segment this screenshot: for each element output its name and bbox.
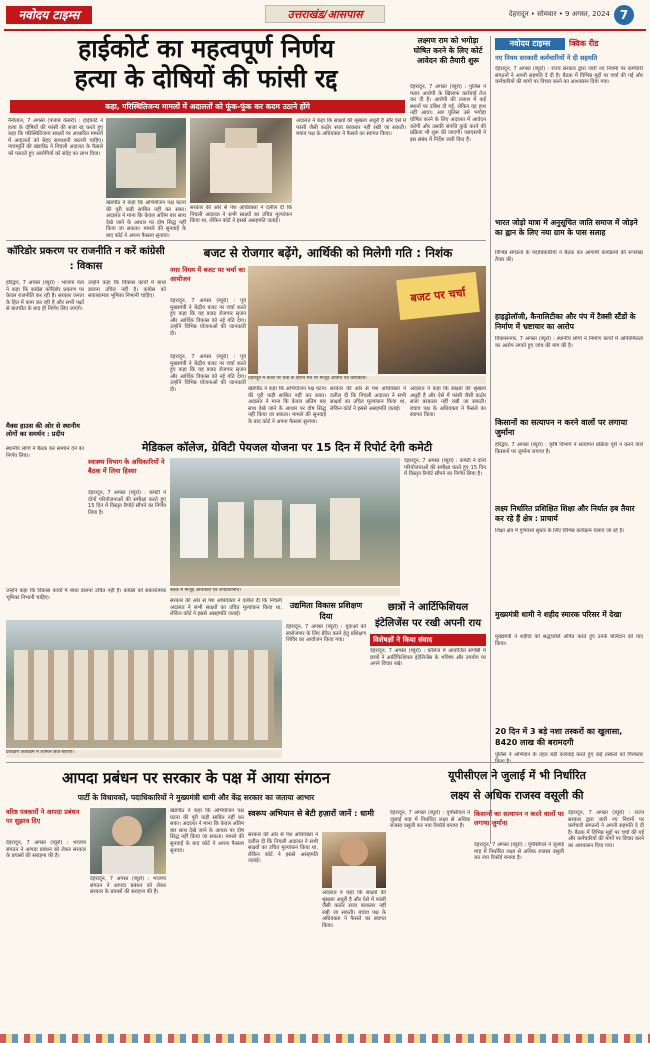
right-item-3-body: विकासनगर, 7 अगस्त (ब्यूरो) : स्थानीय लोगों ने निर्माण कार्यों में अनियमितता का आरोप लगाते हुए जांच की मांग की है। <box>495 336 643 349</box>
medical-photo-caption: बैठक में मौजूद अधिकारी एवं जनप्रतिनिधि। <box>170 588 400 596</box>
bottom-body-4: सरकार की ओर से पेश अधिवक्ता ने दलील दी कि निचली अदालत ने सभी साक्ष्यों का उचित मूल्यांकन किया था, लेकिन कोर्ट ने इससे असहमति जताई। <box>248 832 318 865</box>
ai-sub-headline: विशेषज्ञों ने किया संवाद <box>370 634 486 646</box>
bottom-body-3: खंडपीठ ने कहा कि अभियोजन पक्ष घटना की पूरी कड़ी साबित नहीं कर सका। अदालत ने माना कि केवल अंतिम बार साथ देखे जाने के आधार पर दोष सिद्ध नहीं किया जा सकता। मामले की सुनवाई के बाद कोर्ट ने अपना फैसला सुनाया। <box>170 808 244 854</box>
congress-body-1: हरिद्वार, 7 अगस्त (ब्यूरो) : भाजपा नेता ने कहा कि कांग्रेस कॉरिडोर प्रकरण पर केवल राजनीति कर रही है। सरकार जनता के हित में काम कर रही है और सभी पक्षों से बातचीत के बाद ही निर्णय लिए जाएंगे। <box>6 280 84 313</box>
right-item-4-headline: किसानों का सत्यापन न करने वालों पर लगाया जुर्माना <box>495 418 628 437</box>
budget-body-cont: देहरादून, 7 अगस्त (ब्यूरो) : पूर्व मुख्यमंत्री ने केंद्रीय बजट पर चर्चा करते हुए कहा कि यह बजट रोजगार सृजन और आर्थिक विकास को नई गति देगा। उन्होंने विभिन्न योजनाओं की जानकारी दी। <box>170 354 246 393</box>
high-court-photo <box>106 118 186 198</box>
right-item-7-headline: 20 दिन में 3 बड़े नशा तस्करों का खुलासा, 8420 लाख की बरामदगी <box>495 727 623 747</box>
lead-body-col2: खंडपीठ ने कहा कि अभियोजन पक्ष घटना की पूरी कड़ी साबित नहीं कर सका। अदालत ने माना कि केवल अंतिम बार साथ देखे जाने के आधार पर दोष सिद्ध नहीं किया जा सकता। मामले की सुनवाई के बाद कोर्ट ने अपना फैसला सुनाया। <box>106 200 186 238</box>
bottom-body-1: देहरादून, 7 अगस्त (ब्यूरो) : भाजपा संगठन ने आपदा प्रबंधन को लेकर सरकार के प्रयासों की सराहना की है। <box>6 840 86 860</box>
dateline: देहरादून • सोमवार • 9 अगस्त, 2024 <box>508 10 610 18</box>
bottom-right-body-2: देहरादून, 7 अगस्त (ब्यूरो) : यूपीसीएल ने जुलाई माह में निर्धारित लक्ष्य से अधिक राजस्व वसूली कर नया रिकॉर्ड बनाया है। <box>474 842 564 862</box>
sidebar-top-body: देहरादून, 7 अगस्त (ब्यूरो) : पुलिस ने फरार आरोपी के खिलाफ कार्रवाई तेज कर दी है। आरोपी की तलाश में कई स्थानों पर दबिश दी गई, लेकिन वह हाथ नहीं आया। अब पुलिस उसे भगोड़ा घोषित करने के लिए अदालत में आवेदन करेगी और उसकी संपत्ति कुर्क करने की प्रक्रिया भी शुरू की जाएगी। एसएसपी ने इस संबंध में निर्देश जारी किए हैं। <box>410 84 486 143</box>
quick-read-label: नवोदय टाइम्स <box>495 38 565 50</box>
bottom-small-headline: वरिष्ठ पत्रकारों ने आपदा प्रबंधन पर सुझाव दिए <box>6 808 80 825</box>
lead-body-col3: सरकार की ओर से पेश अधिवक्ता ने दलील दी कि निचली अदालत ने सभी साक्ष्यों का उचित मूल्यांकन किया था, लेकिन कोर्ट ने इससे असहमति जताई। <box>190 205 292 225</box>
right-item-3-headline: हाइड्रोलॉजी, कैनालिटीका और पंप में टैक्सी स्टैंडों के निर्माण में भ्रष्टाचार का आरोप <box>495 312 636 331</box>
budget-event-photo <box>248 266 486 374</box>
right-item-7-body: पुलिस ने अभियान के तहत बड़ी कार्रवाई करते हुए कई तस्करों को गिरफ्तार <box>495 752 643 758</box>
footer-strip <box>0 1034 650 1043</box>
development-body: देहरादून, 7 अगस्त (ब्यूरो) : युवाओं को स्वरोजगार के लिए प्रेरित करने हेतु प्रशिक्षण शिविर का आयोजन किया गया। <box>286 624 366 644</box>
bottom-right-headline-1: यूपीसीएल ने जुलाई में भी निर्धारित <box>448 769 586 782</box>
bottom-body-2: देहरादून, 7 अगस्त (ब्यूरो) : भाजपा संगठन ने आपदा प्रबंधन को लेकर सरकार के प्रयासों की सराहना की है। <box>90 876 166 896</box>
bottom-right-body-3: देहरादून, 7 अगस्त (ब्यूरो) : राज्य सरकार द्वारा जारी नए नियमों पर कर्मचारी संगठनों ने अपनी सहमति दे दी है। बैठक में विभिन्न मुद्दों पर चर्चा की गई और कर्मचारियों की मांगों पर विचार करने का आश्वासन दिया गया। <box>568 810 644 849</box>
congress-headline: कॉरिडोर प्रकरण पर राजनीति न करें कांग्रेसी : विकास <box>7 246 165 272</box>
budget-body: देहरादून, 7 अगस्त (ब्यूरो) : पूर्व मुख्यमंत्री ने केंद्रीय बजट पर चर्चा करते हुए कहा कि यह बजट रोजगार सृजन और आर्थिक विकास को नई गति देगा। उन्होंने विभिन्न योजनाओं की जानकारी दी। <box>170 298 246 337</box>
ai-body: देहरादून, 7 अगस्त (ब्यूरो) : कॉलेज में आयोजित संगोष्ठी में छात्रों ने आर्टिफिशियल इंटेलिजेंस के भविष्य और उपयोग पर अपने विचार रखे। <box>370 648 486 668</box>
lead-strap: कहा, परिस्थितिजन्य मामलों में अदालतों को फूंक-फूंक कर कदम उठाने होंगे <box>10 100 405 113</box>
budget-body-col3: सरकार की ओर से पेश अधिवक्ता ने दलील दी कि निचली अदालत ने सभी साक्ष्यों का उचित मूल्यांकन किया था, लेकिन कोर्ट ने इससे असहमति जताई। <box>330 386 406 412</box>
court-building-photo <box>190 118 292 203</box>
bottom-left-sub: पार्टी के विधायकों, पदाधिकारियों ने मुख्यमंत्री धामी और केंद्र सरकार का जताया आभार <box>77 793 315 802</box>
sidebar-top-headline: लक्ष्मण राम को भगोड़ा घोषित करने के लिए कोर्ट आवेदन की तैयारी शुरू <box>413 36 483 65</box>
bottom-quote-headline: स्वरूप अभियान से बेटी हज़ारों जानें : धामी <box>248 809 374 818</box>
right-item-6-headline: मुख्यमंत्री धामी ने शहीद स्मारक परिसर में देखा <box>495 610 622 619</box>
right-item-5-headline: लक्ष्य निर्धारित प्रशिक्षित शिक्षा और निर्यात हब तैयार कर रहे हैं क्षेत्र : प्राचार्य <box>495 504 635 523</box>
right-item-6-body: मुख्यमंत्री ने शहीदों को श्रद्धांजलि अर्पित करते हुए उनके बलिदान को याद किया। <box>495 634 643 647</box>
congress-sub-body: स्थानीय लोगों ने बैठक कर समर्थन देने का निर्णय लिया। <box>6 446 84 459</box>
bottom-divider <box>6 762 644 763</box>
bottom-cm-photo <box>322 832 386 888</box>
bottom-right-sub-headline: किसानों का सत्यापन न करने वालों पर लगाया जुर्माना <box>474 810 564 827</box>
students-group-photo <box>6 620 282 748</box>
masthead-rule <box>4 29 646 31</box>
budget-body-col2: खंडपीठ ने कहा कि अभियोजन पक्ष घटना की पूरी कड़ी साबित नहीं कर सका। अदालत ने माना कि केवल अंतिम बार साथ देखे जाने के आधार पर दोष सिद्ध नहीं किया जा सकता। मामले की सुनवाई के बाद कोर्ट ने अपना फैसला सुनाया। <box>248 386 326 425</box>
budget-banner: बजट पर चर्चा <box>396 272 480 320</box>
quick-read-title: क्विक रीड <box>569 39 599 48</box>
medical-body-right: देहरादून, 7 अगस्त (ब्यूरो) : कमेटी ने दोनों परियोजनाओं की समीक्षा करते हुए 15 दिन में विस्तृत रिपोर्ट सौंपने का निर्णय लिया है। <box>404 458 486 478</box>
masthead <box>0 0 650 28</box>
lead-headline-line2: हत्या के दोषियों की फांसी रद्द <box>74 64 338 93</box>
lead-headline-line1: हाईकोर्ट का महत्वपूर्ण निर्णय <box>77 34 335 63</box>
right-item-2-headline: भारत जोड़ो यात्रा में अनुसूचित जाति समाज में जोड़ने का ह्वान के लिए नया ग्राम के पास सलाह <box>495 218 638 237</box>
bottom-portrait-photo <box>90 808 166 874</box>
medical-headline: मेडिकल कॉलेज, ग्रेविटी पेयजल योजना पर 15 दिन में रिपोर्ट देगी कमेटी <box>141 441 433 454</box>
bottom-right-body-1: देहरादून, 7 अगस्त (ब्यूरो) : यूपीसीएल ने जुलाई माह में निर्धारित लक्ष्य से अधिक राजस्व वसूली कर नया रिकॉर्ड बनाया है। <box>390 810 470 830</box>
lead-body-col1: नैनीताल, 7 अगस्त (पंजाब केसरी) : हाईकोर्ट ने हत्या के दोषियों की फांसी की सजा रद्द करते हुए कहा कि परिस्थितिजन्य साक्ष्यों पर आधारित मामलों में अदालतों को बेहद सावधानी बरतनी चाहिए। न्यायमूर्ति की खंडपीठ ने निचली अदालत के फैसले को पलटते हुए आरोपियों को संदेह का लाभ दिया। <box>8 118 103 157</box>
quick-read-column <box>490 36 644 844</box>
budget-body-col4: अदालत ने कहा कि साक्ष्यों की श्रृंखला अधूरी है और ऐसे में फांसी जैसी कठोर सजा बरकरार नहीं रखी जा सकती। बचाव पक्ष के अधिवक्ता ने फैसले का स्वागत किया। <box>410 386 486 419</box>
right-item-1-headline: नए नियम सरकारी कर्मचारियों ने दी सहमति <box>495 54 598 62</box>
congress-body-2: उन्होंने कहा कि विकास कार्यों में बाधा डालना उचित नहीं है। कांग्रेस को सकारात्मक भूमिका निभानी चाहिए। <box>88 280 166 300</box>
students-photo-caption: प्रशिक्षण कार्यक्रम में शामिल छात्र-छात्राएं। <box>6 750 282 758</box>
page-number-badge: 7 <box>614 5 634 25</box>
medical-body: देहरादून, 7 अगस्त (ब्यूरो) : कमेटी ने दोनों परियोजनाओं की समीक्षा करते हुए 15 दिन में विस्तृत रिपोर्ट सौंपने का निर्णय लिया है। <box>88 490 166 516</box>
medical-meeting-photo <box>170 458 400 586</box>
lead-body-col4: अदालत ने कहा कि साक्ष्यों की श्रृंखला अधूरी है और ऐसे में फांसी जैसी कठोर सजा बरकरार नहीं रखी जा सकती। बचाव पक्ष के अधिवक्ता ने फैसले का स्वागत किया। <box>296 118 406 138</box>
section-divider <box>6 240 486 241</box>
ai-headline: छात्रों ने आर्टिफिशियल इंटेलिजेंस पर रखी अपनी राय <box>375 602 481 629</box>
right-item-1-body: देहरादून, 7 अगस्त (ब्यूरो) : राज्य सरकार द्वारा जारी नए नियमों पर कर्मचारी संगठनों ने अपनी सहमति दे दी है। बैठक में विभिन्न मुद्दों पर चर्चा की गई और कर्मचारियों की मांगों पर विचार करने का आश्वासन दिया गया। <box>495 66 643 86</box>
students-body: उन्होंने कहा कि विकास कार्यों में बाधा डालना उचित नहीं है। कांग्रेस को सकारात्मक भूमिका निभानी चाहिए। <box>6 588 166 601</box>
right-item-4-body: हरिद्वार, 7 अगस्त (ब्यूरो) : कृषि विभाग ने सत्यापन प्रक्रिया पूरी न करने वाले किसानों पर जुर्माना लगाया है। <box>495 442 643 455</box>
budget-photo-caption: देहरादून में बजट पर चर्चा के दौरान मंच पर मौजूद अतिथि एवं कार्यकर्ता। <box>248 376 486 384</box>
section-banner: उत्तराखंड/आसपास <box>265 5 385 23</box>
medical-body-col2: सरकार की ओर से पेश अधिवक्ता ने दलील दी कि निचली अदालत ने सभी साक्ष्यों का उचित मूल्यांकन किया था, लेकिन कोर्ट ने इससे असहमति जताई। <box>170 598 282 618</box>
bottom-right-headline-2: लक्ष्य से अधिक राजस्व वसूली की <box>450 789 584 802</box>
congress-sub-headline: मैक्स हाउस की ओर से स्थानीय लोगों का समर्थन : प्रदीप <box>6 422 80 438</box>
bottom-body-5: अदालत ने कहा कि साक्ष्यों की श्रृंखला अधूरी है और ऐसे में फांसी जैसी कठोर सजा बरकरार नहीं रखी जा सकती। बचाव पक्ष के अधिवक्ता ने फैसले का स्वागत किया। <box>322 890 386 929</box>
budget-sub-headline: नगर निगम में बजट पर चर्चा का आयोजन <box>170 266 246 283</box>
brand-logo: नवोदय टाइम्स <box>6 6 92 24</box>
development-headline: उद्यमिता विकास प्रशिक्षण दिया <box>289 601 363 621</box>
bottom-left-headline: आपदा प्रबंधन पर सरकार के पक्ष में आया संगठन <box>62 769 330 787</box>
right-item-5-body: शिक्षा क्षेत्र में गुणवत्ता सुधार के लिए विभिन्न कार्यक्रम चलाए जा रहे हैं। <box>495 528 625 534</box>
budget-headline: बजट से रोजगार बढ़ेंगे, आर्थिकी को मिलेगी गति : निशंक <box>203 246 453 260</box>
medical-sub-headline: स्वास्थ्य विभाग के अधिकारियों ने बैठक में लिया हिस्सा <box>88 458 165 475</box>
right-item-2-body: विभिन्न संगठनों के पदाधिकारियों ने बैठक कर आगामी कार्यक्रमों की रूपरेखा तैयार की। <box>495 250 643 263</box>
